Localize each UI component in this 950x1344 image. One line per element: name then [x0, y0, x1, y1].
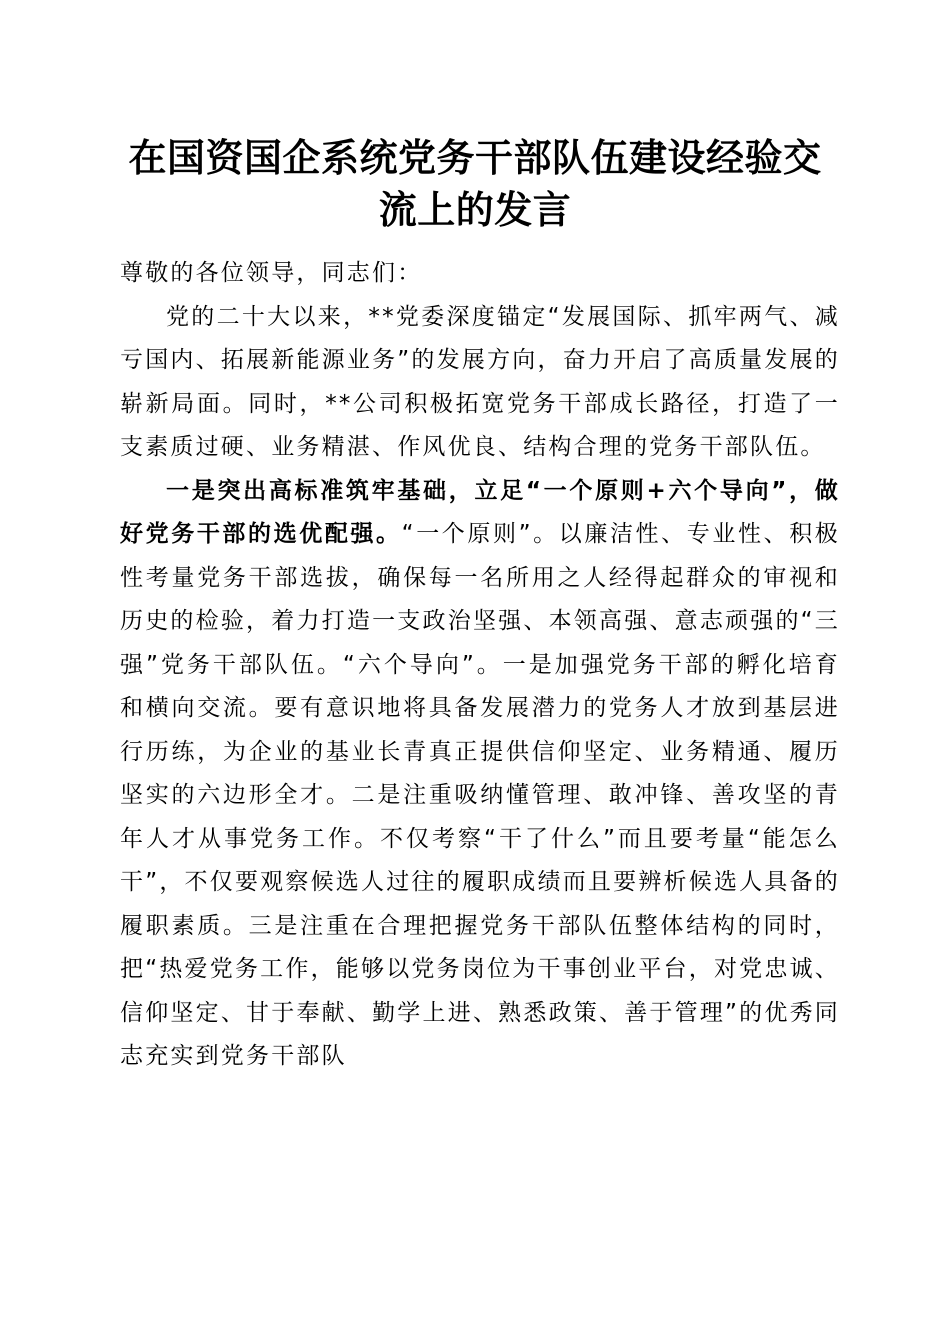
salutation: 尊敬的各位领导，同志们：	[120, 260, 423, 286]
document-body	[120, 252, 840, 1079]
paragraph-1: 党的二十大以来，**党委深度锚定“发展国际、抓牢两气、减亏国内、拓展新能源业务”的发展方向，奋力开启了高质量发展的崭新局面。同时，**公司积极拓宽党务干部成长路径，打造了一支素质过硬、业务精湛、作风优良、结构合理的党务干部队伍。	[120, 303, 840, 460]
paragraph-2	[120, 470, 840, 1079]
paragraph-2-body: “一个原则”。以廉洁性、专业性、积极性考量党务干部选拔，确保每一名所用之人经得起群众的审视和历史的检验，着力打造一支政治坚强、本领高强、意志顽强的“三强”党务干部队伍。“六个导向”。一是加强党务干部的孵化培育和横向交流。要有意识地将具备发展潜力的党务人才放到基层进行历练，为企业的基业长青真正提供信仰坚定、业务精通、履历坚实的六边形全才。二是注重吸纳懂管理、敢冲锋、善攻坚的青年人才从事党务工作。不仅考察“干了什么”而且要考量“能怎么干”，不仅要观察候选人过往的履职成绩而且要辨析候选人具备的履职素质。三是注重在合理把握党务干部队伍整体结构的同时，把“热爱党务工作，能够以党务岗位为干事创业平台，对党忠诚、信仰坚定、甘于奉献、勤学上进、熟悉政策、善于管理”的优秀同志充实到党务干部队	[120, 521, 840, 1069]
document-title: 在国资国企系统党务干部队伍建设经验交流上的发言	[128, 135, 822, 232]
paragraph-2-lead: 一是突出高标准筑牢基础，立足“一个原则+六个导向”，做好党务干部的选优配强。	[120, 477, 840, 547]
